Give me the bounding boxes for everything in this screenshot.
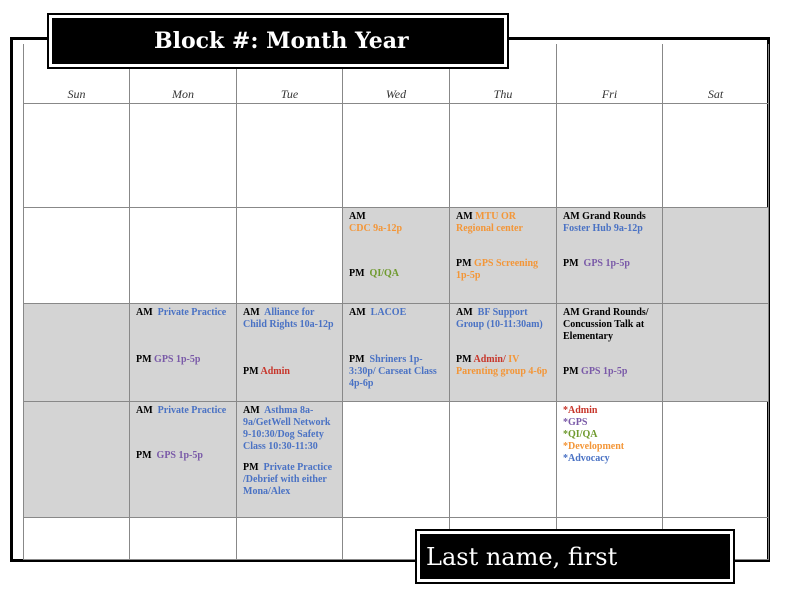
am-label: AM [456, 307, 473, 318]
am-label: AM [243, 405, 260, 416]
day-cell-fri-week1 [557, 208, 663, 304]
pm-entry: GPS 1p-5p [154, 354, 201, 365]
day-label-fri: Fri [601, 87, 618, 101]
day-cell [343, 104, 450, 208]
pm-entry: Admin [260, 366, 290, 377]
am-entry: Private Practice [157, 307, 227, 318]
am-block [136, 307, 232, 319]
day-cell [450, 402, 557, 518]
day-label-mon: Mon [172, 87, 194, 101]
day-label-sat: Sat [707, 87, 724, 101]
day-cell [23, 518, 130, 560]
am-block [349, 307, 445, 319]
day-cell [237, 208, 343, 304]
am-label: AM [136, 307, 153, 318]
day-cell [343, 402, 450, 518]
am-entry: Asthma 8a-9a/GetWell Network 9-10:30/Dog Safety Class 10:30-11:30 [243, 405, 331, 452]
legend-admin: *Admin [563, 405, 598, 416]
pm-label: PM [349, 268, 365, 279]
pm-entry: GPS Screening 1p-5p [456, 258, 539, 281]
am-block [243, 307, 338, 331]
day-cell [663, 304, 769, 402]
day-label-tue: Tue [280, 87, 299, 101]
pm-entry: QI/QA [369, 268, 399, 279]
day-cell [237, 518, 343, 560]
name-banner [415, 529, 735, 584]
pm-label: PM [349, 354, 365, 365]
pm-entry: GPS 1p-5p [156, 450, 203, 461]
title-banner [47, 13, 509, 69]
legend-qiqa: *QI/QA [563, 429, 598, 440]
day-cell [23, 402, 130, 518]
day-cell-wed-week1 [343, 208, 450, 304]
day-cell [450, 104, 557, 208]
pm-label: PM [456, 258, 472, 269]
am-label: AM [456, 211, 473, 222]
am-block [456, 307, 552, 331]
am-entry: Private Practice [157, 405, 227, 416]
page-title: Block #: Month Year [52, 18, 504, 64]
pm-block [456, 258, 552, 282]
pm-entry: GPS 1p-5p [583, 258, 630, 269]
pm-label: PM [136, 354, 152, 365]
am-entry: BF Support Group (10-11:30am) [456, 307, 543, 330]
day-cell [663, 208, 769, 304]
pm-block [563, 258, 658, 270]
am-entry: MTU OR Regional center [456, 211, 523, 234]
pm-entry-admin: Admin/ [473, 354, 506, 365]
header-fri [557, 44, 663, 104]
pm-label: PM [136, 450, 152, 461]
am-label: AM [349, 211, 366, 222]
am-block [243, 405, 338, 453]
pm-label: PM [563, 366, 579, 377]
pm-block [136, 354, 232, 366]
pm-label: PM [243, 462, 259, 473]
day-cell-tue-week3 [237, 402, 343, 518]
pm-block [349, 268, 445, 280]
pm-label: PM [243, 366, 259, 377]
am-block [456, 211, 552, 235]
pm-entry: Private Practice /Debrief with either Mona/Alex [243, 462, 333, 497]
pm-block [563, 366, 658, 378]
pm-block [243, 462, 338, 498]
pm-entry: GPS 1p-5p [581, 366, 628, 377]
day-cell-fri-week2 [557, 304, 663, 402]
am-block [349, 211, 445, 235]
day-cell [130, 518, 237, 560]
day-cell [23, 208, 130, 304]
am-entry: AM Grand Rounds/ Concussion Talk at Elementary [563, 307, 649, 342]
day-cell-wed-week2 [343, 304, 450, 402]
day-label-sun: Sun [67, 87, 86, 101]
am-block [136, 405, 232, 417]
day-cell [23, 104, 130, 208]
day-cell [130, 104, 237, 208]
day-cell-thu-week1 [450, 208, 557, 304]
am-entry: CDC 9a-12p [349, 223, 403, 234]
pm-label: PM [456, 354, 472, 365]
name-placeholder: Last name, first [420, 534, 730, 579]
day-cell [557, 104, 663, 208]
day-cell [663, 402, 769, 518]
pm-entry-parenting: IV Parenting group 4-6p [456, 354, 548, 377]
calendar-grid [23, 44, 769, 560]
legend-development: *Development [563, 441, 625, 452]
am-label: AM [243, 307, 260, 318]
color-legend [563, 405, 658, 465]
day-label-thu: Thu [493, 87, 513, 101]
pm-block [136, 450, 232, 462]
am-entry: AM Grand Rounds [563, 211, 646, 222]
am-label: AM [136, 405, 153, 416]
am-block [563, 211, 658, 235]
legend-advocacy: *Advocacy [563, 453, 610, 464]
day-label-wed: Wed [385, 87, 407, 101]
day-cell-thu-week2 [450, 304, 557, 402]
pm-block [243, 366, 338, 378]
day-cell-tue-week2 [237, 304, 343, 402]
am-entry: Alliance for Child Rights 10a-12p [243, 307, 334, 330]
day-cell [237, 104, 343, 208]
pm-label: PM [563, 258, 579, 269]
day-cell-fri-week3-legend [557, 402, 663, 518]
day-cell-mon-week2 [130, 304, 237, 402]
pm-entry: Shriners 1p-3:30p/ Carseat Class 4p-6p [349, 354, 437, 389]
pm-block [349, 354, 445, 390]
header-sat [663, 44, 769, 104]
day-cell [663, 104, 769, 208]
day-cell-mon-week3 [130, 402, 237, 518]
am-sub-entry: Foster Hub 9a-12p [563, 223, 643, 234]
pm-block [456, 354, 552, 378]
am-entry: LACOE [370, 307, 407, 318]
am-label: AM [349, 307, 366, 318]
day-cell [130, 208, 237, 304]
legend-gps: *GPS [563, 417, 588, 428]
day-cell [23, 304, 130, 402]
am-block [563, 307, 658, 343]
